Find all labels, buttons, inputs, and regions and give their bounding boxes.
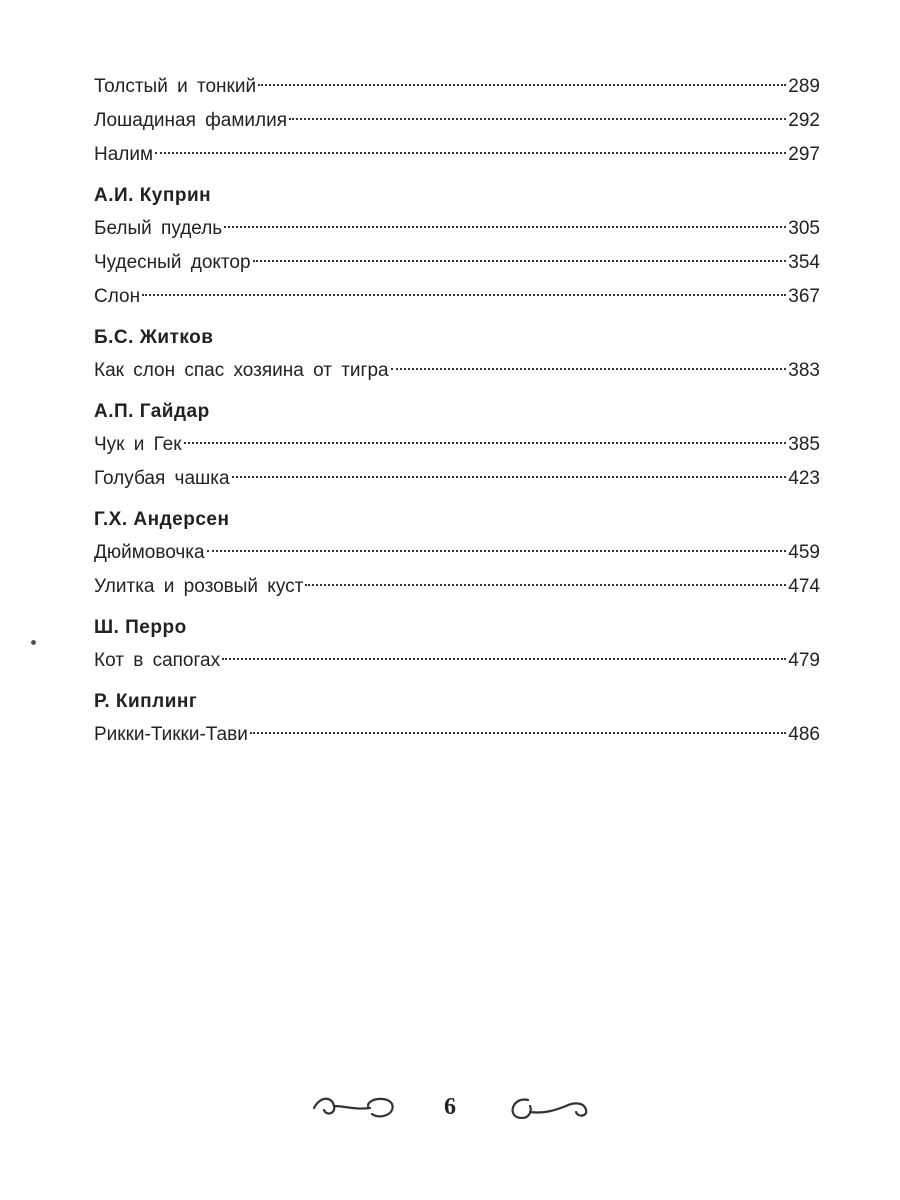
toc-entry <box>94 570 820 604</box>
author-heading: А.П. Гайдар <box>94 401 210 422</box>
entry-title: Дюймовочка <box>94 542 205 563</box>
entry-page-number: 305 <box>788 218 820 239</box>
entry-page-number: 297 <box>788 144 820 165</box>
dot-leader <box>289 118 786 120</box>
author-heading: Г.Х. Андерсен <box>94 509 230 530</box>
dot-leader <box>253 260 787 262</box>
entry-title: Рикки-Тикки-Тави <box>94 724 248 745</box>
entry-title: Как слон спас хозяина от тигра <box>94 360 389 381</box>
entry-title: Лошадиная фамилия <box>94 110 288 131</box>
author-heading: А.И. Куприн <box>94 185 212 206</box>
toc-entry <box>94 104 820 138</box>
right-ornament-icon <box>504 1092 590 1122</box>
toc-section <box>94 180 820 314</box>
toc-section <box>94 612 820 678</box>
entry-page-number: 474 <box>788 576 820 597</box>
toc-section <box>94 396 820 496</box>
dot-leader <box>258 84 786 86</box>
entry-title: Налим <box>94 144 154 165</box>
toc-entry <box>94 246 820 280</box>
toc-section <box>94 686 820 752</box>
dot-leader <box>391 368 787 370</box>
entry-title: Толстый и тонкий <box>94 76 257 97</box>
author-heading: Р. Киплинг <box>94 691 198 712</box>
entry-page-number: 459 <box>788 542 820 563</box>
entry-page-number: 385 <box>788 434 820 455</box>
toc-entry <box>94 718 820 752</box>
entry-title: Голубая чашка <box>94 468 230 489</box>
entry-title: Слон <box>94 286 141 307</box>
entry-page-number: 354 <box>788 252 820 273</box>
entry-title: Чук и Гек <box>94 434 182 455</box>
toc-entry <box>94 462 820 496</box>
toc-entry <box>94 70 820 104</box>
toc-entry <box>94 354 820 388</box>
entry-page-number: 367 <box>788 286 820 307</box>
toc-section <box>94 322 820 388</box>
entry-title: Чудесный доктор <box>94 252 251 273</box>
toc-entry <box>94 138 820 172</box>
entry-title: Кот в сапогах <box>94 650 221 671</box>
entry-page-number: 479 <box>788 650 820 671</box>
toc-section <box>94 70 820 172</box>
entry-page-number: 289 <box>788 76 820 97</box>
dot-leader <box>142 294 786 296</box>
toc-entry <box>94 280 820 314</box>
entry-title: Белый пудель <box>94 218 223 239</box>
table-of-contents <box>94 70 820 760</box>
page-number: 6 <box>444 1093 456 1120</box>
page-footer <box>0 1092 900 1122</box>
toc-section <box>94 504 820 604</box>
toc-entry <box>94 428 820 462</box>
left-ornament-icon <box>310 1092 396 1122</box>
toc-entry <box>94 212 820 246</box>
dot-leader <box>184 442 787 444</box>
print-speck <box>31 640 36 645</box>
dot-leader <box>207 550 787 552</box>
dot-leader <box>155 152 786 154</box>
toc-entry <box>94 536 820 570</box>
entry-page-number: 383 <box>788 360 820 381</box>
dot-leader <box>250 732 786 734</box>
entry-page-number: 423 <box>788 468 820 489</box>
entry-page-number: 292 <box>788 110 820 131</box>
dot-leader <box>232 476 787 478</box>
author-heading: Ш. Перро <box>94 617 187 638</box>
dot-leader <box>224 226 786 228</box>
entry-title: Улитка и розовый куст <box>94 576 304 597</box>
dot-leader <box>305 584 786 586</box>
toc-entry <box>94 644 820 678</box>
author-heading: Б.С. Житков <box>94 327 214 348</box>
entry-page-number: 486 <box>788 724 820 745</box>
dot-leader <box>222 658 786 660</box>
